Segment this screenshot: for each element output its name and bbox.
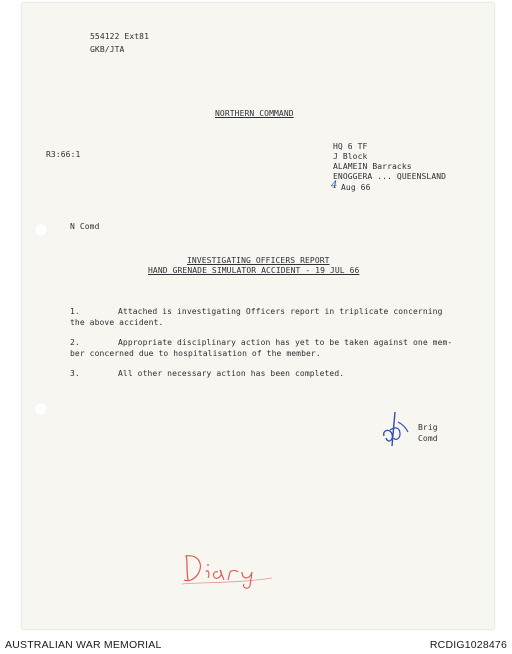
- file-reference: R3:66:1: [46, 150, 81, 159]
- footer-record-id: RCDIG1028476: [429, 639, 507, 651]
- footer-institution: AUSTRALIAN WAR MEMORIAL: [5, 639, 162, 651]
- paragraph-2-line-2: ber concerned due to hospitalisation of the member.: [70, 349, 321, 358]
- paragraph-2-number: 2.: [70, 338, 80, 347]
- address-line-2: J Block: [333, 152, 368, 161]
- paragraph-3-line-1: All other necessary action has been completed.: [118, 369, 345, 378]
- paragraph-2-line-1: Appropriate disciplinary action has yet to be taken against one mem-: [118, 338, 453, 347]
- address-line-1: HQ 6 TF: [333, 142, 368, 151]
- report-title-line-1: INVESTIGATING OFFICERS REPORT: [187, 256, 330, 265]
- document-heading: NORTHERN COMMAND: [215, 109, 294, 118]
- address-line-4: ENOGGERA ... QUEENSLAND: [333, 172, 447, 181]
- signature-title: Comd: [418, 434, 438, 443]
- paragraph-3-number: 3.: [70, 369, 80, 378]
- handwritten-day: 4: [331, 180, 338, 191]
- signature: [378, 408, 414, 450]
- report-title-line-2: HAND GRENADE SIMULATOR ACCIDENT - 19 JUL 66: [148, 266, 360, 275]
- signature-rank: Brig: [418, 423, 438, 432]
- address-line-3: ALAMEIN Barracks: [333, 162, 412, 171]
- typist-initials: GKB/JTA: [90, 45, 125, 54]
- document-page: [22, 3, 494, 629]
- addressee: N Comd: [70, 222, 100, 231]
- handwritten-note: [180, 550, 280, 590]
- reference-number: 554122 Ext81: [90, 32, 149, 41]
- punch-hole-bottom: [34, 402, 48, 416]
- archive-footer: [0, 633, 512, 654]
- punch-hole-top: [34, 223, 48, 237]
- address-date: Aug 66: [341, 183, 371, 192]
- paragraph-1-line-1: Attached is investigating Officers report in triplicate concerning: [118, 307, 443, 316]
- paragraph-1-line-2: the above accident.: [70, 318, 164, 327]
- paragraph-1-number: 1.: [70, 307, 80, 316]
